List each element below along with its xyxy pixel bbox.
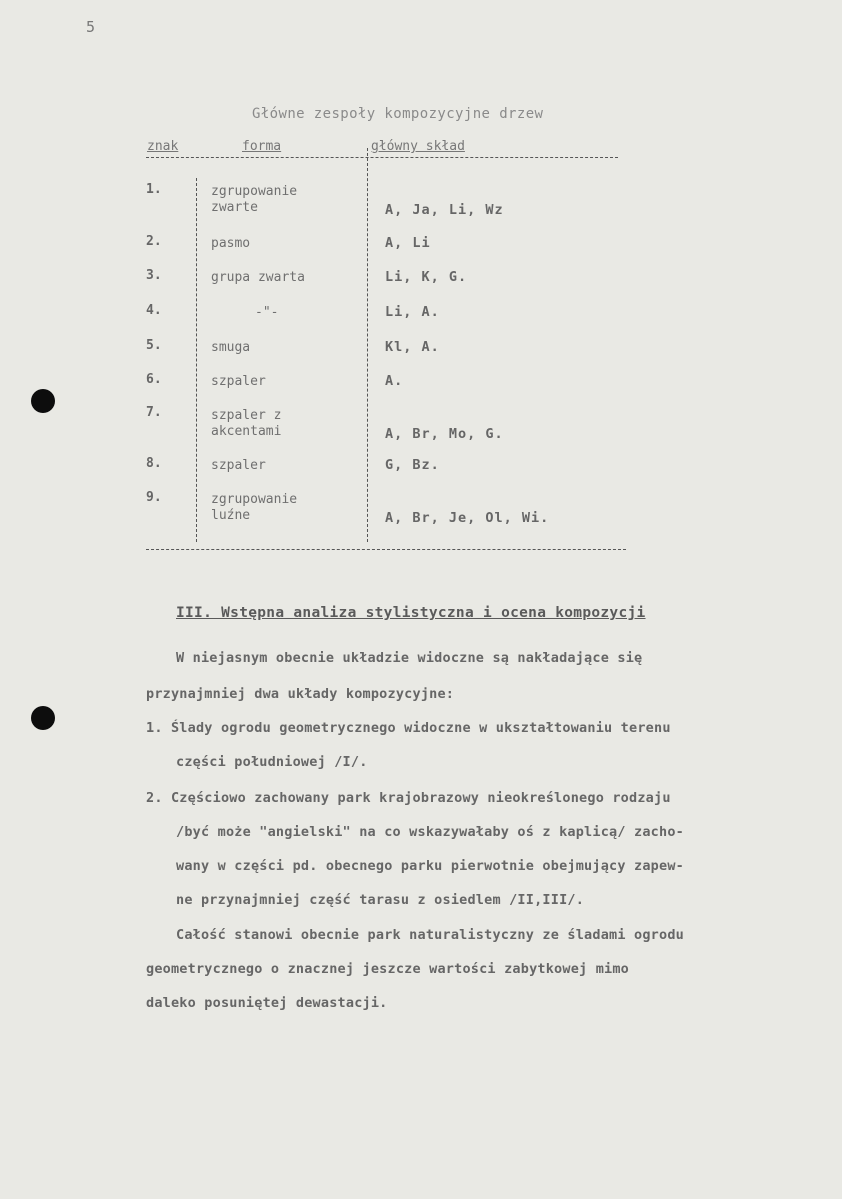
body-line: ne przynajmniej część tarasu z osiedlem /II,III/. [176,892,585,908]
row-1-forma: zgrupowanie zwarte [211,184,298,215]
row-2-forma: pasmo [211,236,251,251]
row-3-forma: grupa zwarta [211,270,305,285]
body-line: W niejasnym obecnie układzie widoczne są nakładające się [176,650,643,666]
table-divider-forma [196,178,197,542]
row-9-forma: zgrupowanie luźne [211,492,298,523]
body-line: 2. Częściowo zachowany park krajobrazowy nieokreślonego rodzaju [146,790,671,806]
row-3-num: 3. [146,268,162,283]
row-1-num: 1. [146,182,162,197]
body-line: geometrycznego o znacznej jeszcze wartości zabytkowej mimo [146,961,630,977]
header-znak: znak [147,139,179,154]
row-9-num: 9. [146,490,162,505]
row-4-sklad: Li, A. [385,304,440,320]
row-2-num: 2. [146,234,162,249]
row-6-forma: szpaler [211,374,266,389]
row-8-sklad: G, Bz. [385,457,440,473]
row-4-forma: -"- [255,305,279,320]
row-6-num: 6. [146,372,162,387]
row-3-sklad: Li, K, G. [385,269,468,285]
row-5-num: 5. [146,338,162,353]
table-divider-sklad [367,148,368,542]
body-line: daleko posuniętej dewastacji. [146,995,388,1011]
row-6-sklad: A. [385,373,404,389]
row-7-num: 7. [146,405,162,420]
row-7-sklad: A, Br, Mo, G. [385,426,504,442]
header-sklad: główny skład [371,139,465,154]
body-line: 1. Ślady ogrodu geometrycznego widoczne w ukształtowaniu terenu [146,720,671,736]
row-7-forma: szpaler z akcentami [211,408,282,439]
row-2-sklad: A, Li [385,235,431,251]
row-5-sklad: Kl, A. [385,339,440,355]
row-1-sklad: A, Ja, Li, Wz [385,202,504,218]
punch-hole-bottom [31,706,55,730]
table-bottom-rule [146,549,626,550]
table-title: Główne zespoły kompozycyjne drzew [252,106,544,122]
body-line: części południowej /I/. [176,754,368,770]
body-line: wany w części pd. obecnego parku pierwotnie obejmujący zapew- [176,858,684,874]
page-number: 5 [86,18,96,36]
row-5-forma: smuga [211,340,251,355]
body-line: Całość stanowi obecnie park naturalistyczny ze śladami ogrodu [176,927,684,943]
punch-hole-top [31,389,55,413]
row-4-num: 4. [146,303,162,318]
table-header-rule [146,157,618,158]
body-line: /być może "angielski" na co wskazywałaby oś z kaplicą/ zacho- [176,824,684,840]
body-line: przynajmniej dwa układy kompozycyjne: [146,686,455,702]
row-9-sklad: A, Br, Je, Ol, Wi. [385,510,550,526]
row-8-forma: szpaler [211,458,266,473]
section-heading: III. Wstępna analiza stylistyczna i ocena kompozycji [176,605,646,621]
row-8-num: 8. [146,456,162,471]
header-forma: forma [242,139,282,154]
